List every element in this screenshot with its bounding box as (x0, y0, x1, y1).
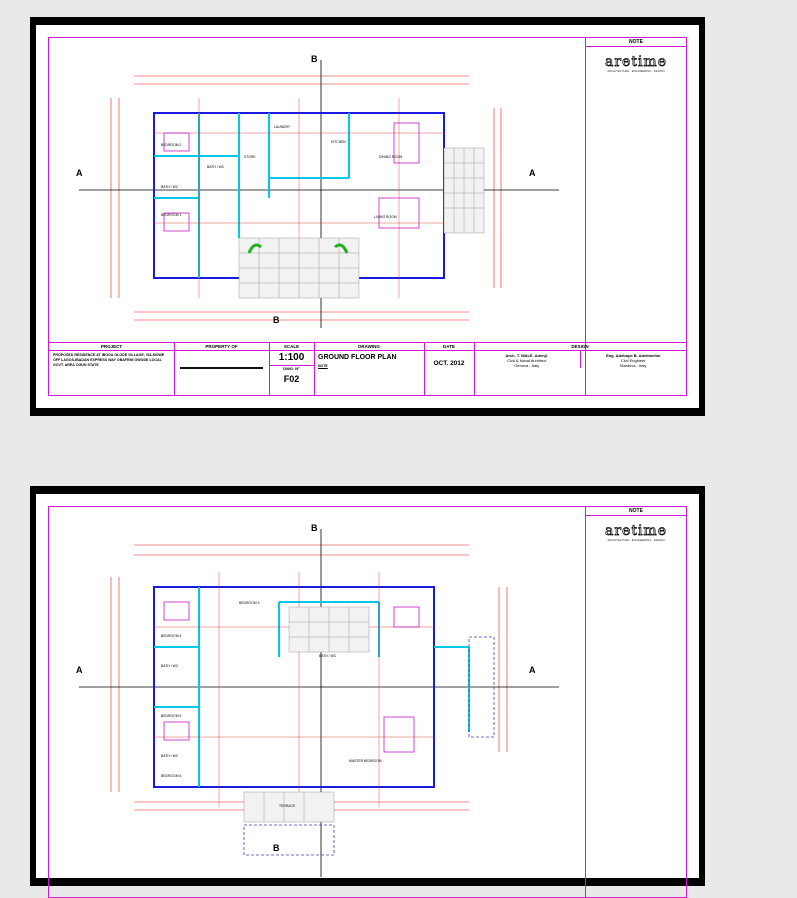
section-a-right-label: A (529, 665, 536, 675)
room-label: BATH / WC (161, 754, 179, 758)
drawing-header: DRAWING (314, 343, 424, 351)
section-a-left-label: A (76, 665, 83, 675)
room-label: LAUNDRY (274, 125, 291, 129)
drawing-frame (48, 37, 687, 396)
company-logo: aretime (605, 523, 667, 539)
room-label: STORE (244, 155, 256, 159)
architect-name: Arch. T. WALE. Adenji. (505, 353, 549, 358)
drawing-title: GROUND FLOOR PLAN (318, 354, 397, 361)
engineer-role: Civil Engineer (620, 358, 646, 363)
room-label: BEDROOM 2 (161, 143, 182, 147)
room-label: KITCHEN (331, 140, 346, 144)
dwg-no-header: DWG. N° (269, 365, 314, 372)
project-cell (49, 343, 175, 395)
engineer-block (580, 351, 687, 368)
section-a-right-label: A (529, 168, 536, 178)
scale-cell (269, 343, 315, 395)
scale-header: SCALE (269, 343, 314, 351)
company-logo: aretime (605, 54, 667, 70)
section-b-top-label: B (311, 54, 318, 64)
design-header: DESIGN (474, 343, 686, 351)
date-value: OCT. 2012 (433, 360, 465, 367)
room-label: BEDROOM 5 (161, 714, 182, 718)
section-a-left-label: A (76, 168, 83, 178)
section-b-top-label: B (311, 523, 318, 533)
room-label: BEDROOM 6 (161, 774, 182, 778)
dwg-no: F02 (283, 374, 300, 384)
redacted-owner (180, 367, 263, 369)
design-cell (474, 343, 686, 395)
architect-location: Genova - Italy (514, 363, 540, 368)
date-cell (424, 343, 475, 395)
property-header: PROPERTY OF (174, 343, 269, 351)
room-label: BATH / WC (207, 165, 225, 169)
architect-block (474, 351, 580, 368)
logo-subtitle: ARCHITECTURE · ENGINEERING · DESIGN (607, 69, 665, 73)
drawing-frame (48, 506, 687, 898)
property-cell (174, 343, 270, 395)
room-label: BEDROOM 4 (161, 634, 182, 638)
first-floor-plan (49, 507, 589, 887)
room-label: BEDROOM 3 (239, 601, 260, 605)
section-b-bottom-label: B (273, 843, 280, 853)
note-header: NOTE (586, 38, 686, 47)
room-label: DINING ROOM (379, 155, 403, 159)
logo-subtitle: ARCHITECTURE · ENGINEERING · DESIGN (607, 538, 665, 542)
paper (36, 25, 699, 408)
engineer-location: Mantova - Italy (620, 363, 647, 368)
drawing-sheet-1 (30, 17, 705, 416)
room-label: LIVING ROOM (374, 215, 397, 219)
paper (36, 494, 699, 878)
drawing-note-label: NOTE (318, 364, 328, 368)
architect-role: Civil & Naval Architect (507, 358, 547, 363)
engineer-name: Eng. Adebayo B. Adetimehin (606, 353, 661, 358)
drawing-cell (314, 343, 425, 395)
room-label: BATH / WC (161, 664, 179, 668)
room-label: BEDROOM 1 (161, 213, 182, 217)
room-label: BATH / WC (319, 654, 337, 658)
date-header: DATE (424, 343, 474, 351)
project-text: PROPOSED RESIDENCE AT IBOGA OLODE VILLAGE, VIA MOWE OFF LAGOS-IBADAN EXPRESS WAY OBAFEMI OWODE LOCAL GOVT. AREA OGUN STATE (53, 353, 165, 367)
section-b-bottom-label: B (273, 315, 280, 325)
title-block (49, 342, 686, 395)
ground-floor-plan (49, 38, 589, 338)
project-header: PROJECT (49, 343, 174, 351)
scale-value: 1:100 (278, 352, 305, 363)
note-column (585, 507, 686, 897)
room-label: BATH / WC (161, 185, 179, 189)
drawing-sheet-2 (30, 486, 705, 886)
note-header: NOTE (586, 507, 686, 516)
room-label: MASTER BEDROOM (349, 759, 382, 763)
room-label: TERRACE (279, 804, 296, 808)
